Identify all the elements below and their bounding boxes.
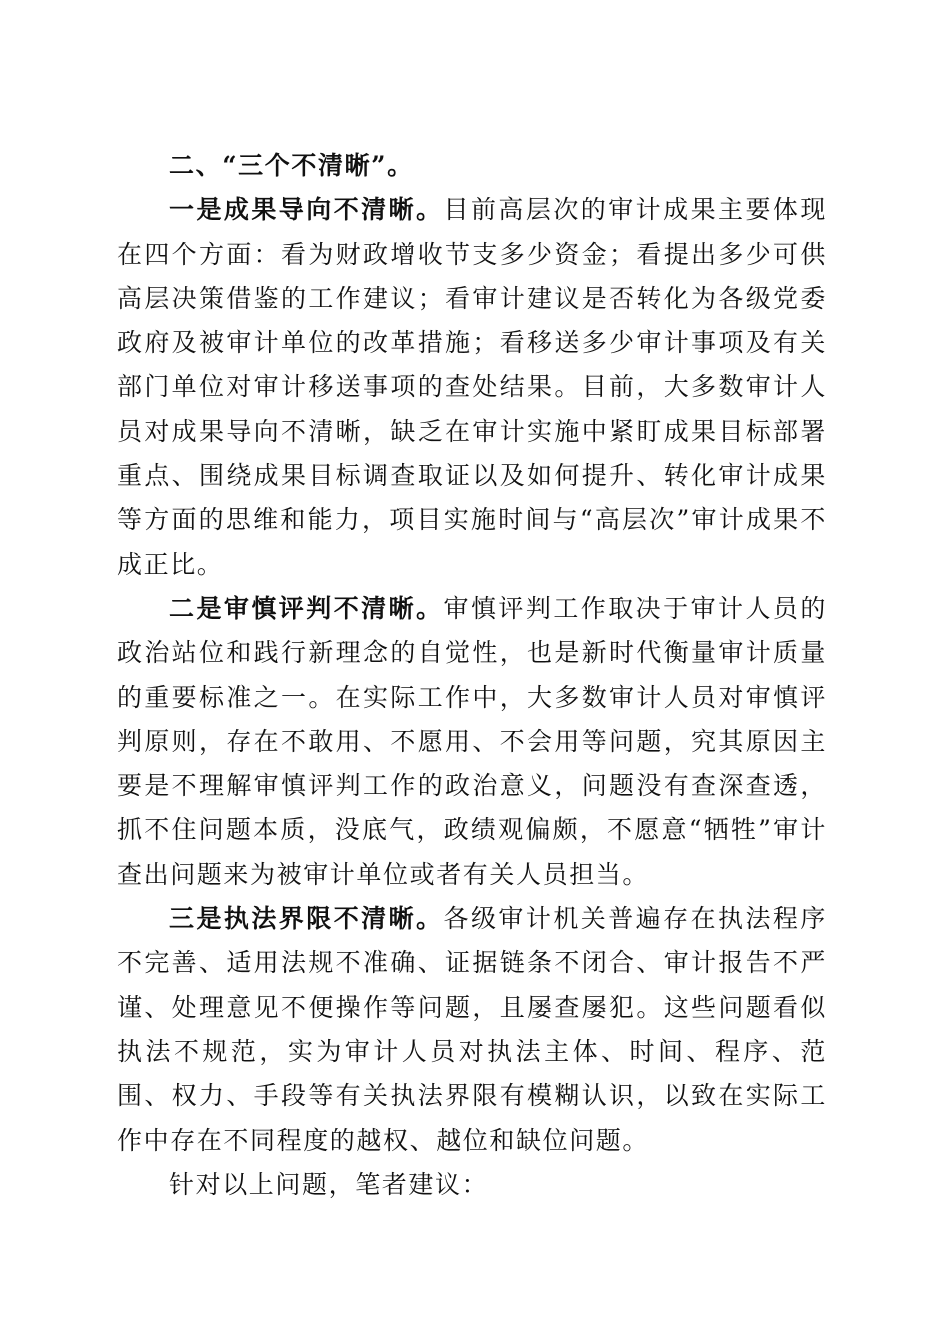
paragraph-body: 各级审计机关普遍存在执法程序不完善、适用法规不准确、证据链条不闭合、审计报告不严谨、处理意见不便操作等问题，且屡查屡犯。这些问题看似执法不规范，实为审计人员对执法主体、时间、程序、范围、权力、手段等有关执法界限有模糊认识，以致在实际工作中存在不同程度的越权、越位和缺位问题。 xyxy=(117,904,827,1155)
paragraph-prudent-judgment xyxy=(117,587,827,897)
paragraph-closing: 针对以上问题，笔者建议： xyxy=(169,1169,489,1199)
paragraph-lead: 三是执法界限不清晰。 xyxy=(169,904,444,934)
document-body xyxy=(117,144,827,1207)
paragraph-body: 目前高层次的审计成果主要体现在四个方面：看为财政增收节支多少资金；看提出多少可供高层决策借鉴的工作建议；看审计建议是否转化为各级党委政府及被审计单位的改革措施；看移送多少审计事项及有关部门单位对审计移送事项的查处结果。目前，大多数审计人员对成果导向不清晰，缺乏在审计实施中紧盯成果目标部署重点、围绕成果目标调查取证以及如何提升、转化审计成果等方面的思维和能力，项目实施时间与“高层次”审计成果不成正比。 xyxy=(117,195,827,579)
paragraph-enforcement-boundaries xyxy=(117,897,827,1163)
paragraph-lead: 一是成果导向不清晰。 xyxy=(169,195,444,225)
paragraph-outcome-orientation xyxy=(117,188,827,587)
paragraph-lead: 二是审慎评判不清晰。 xyxy=(169,593,444,623)
paragraph-body: 审慎评判工作取决于审计人员的政治站位和践行新理念的自觉性，也是新时代衡量审计质量的重要标准之一。在实际工作中，大多数审计人员对审慎评判原则，存在不敢用、不愿用、不会用等问题，究其原因主要是不理解审慎评判工作的政治意义，问题没有查深查透，抓不住问题本质，没底气，政绩观偏颇，不愿意“牺牲”审计查出问题来为被审计单位或者有关人员担当。 xyxy=(117,593,827,889)
section-heading: 二、“三个不清晰”。 xyxy=(169,151,414,180)
